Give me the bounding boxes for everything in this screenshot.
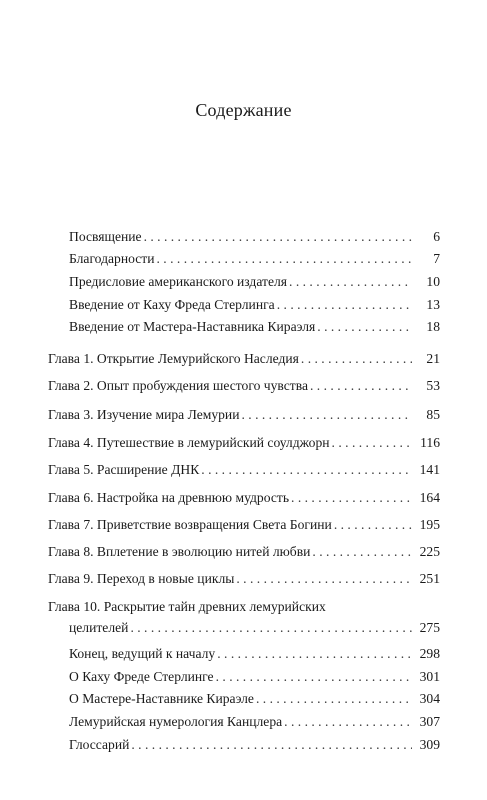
toc-page-number: 6 (433, 229, 440, 244)
toc-entry-label: Глава 4. Путешествие в лемурийский соулджорн (48, 435, 330, 450)
toc-entry-label: Лемурийская нумерология Канцлера (69, 714, 283, 729)
toc-page-number: 309 (419, 737, 440, 752)
toc-entry-acknowledgements[interactable] (69, 250, 440, 268)
dot-leader (256, 690, 412, 708)
toc-entry-chapter-8[interactable] (48, 543, 440, 561)
toc-entry-chapter-5[interactable] (48, 461, 440, 479)
dot-leader (284, 713, 412, 731)
toc-entry-label: Конец, ведущий к началу (69, 646, 216, 661)
dot-leader (277, 296, 412, 314)
dot-leader (201, 461, 412, 479)
toc-page-number: 13 (426, 297, 440, 312)
toc-page-number: 85 (426, 407, 440, 422)
toc-entry-label: Глава 6. Настройка на древнюю мудрость (48, 490, 290, 505)
toc-page-number: 225 (419, 544, 440, 559)
toc-page-number: 18 (426, 319, 440, 334)
toc-entry-label: О Каху Фреде Стерлинге (69, 669, 214, 684)
dot-leader (216, 668, 412, 686)
toc-page-number: 53 (426, 378, 440, 393)
toc-entry-label: Введение от Каху Фреда Стерлинга (69, 297, 275, 312)
toc-entry-label: Предисловие американского издателя (69, 274, 288, 289)
toc-entry-chapter-10-line-1[interactable]: Глава 10. Раскрытие тайн древних лемурийских (48, 599, 326, 614)
toc-entry-chapter-7[interactable] (48, 516, 440, 534)
dot-leader (130, 619, 412, 637)
toc-entry-chapter-3[interactable] (48, 406, 440, 424)
toc-entry-about-kirael[interactable] (69, 690, 440, 708)
toc-entry-numerology[interactable] (69, 713, 440, 731)
toc-entry-ending[interactable] (69, 645, 440, 663)
toc-page-number: 141 (419, 462, 440, 477)
toc-entry-label: Глава 8. Вплетение в эволюцию нитей любви (48, 544, 311, 559)
toc-entry-dedication[interactable] (69, 228, 440, 246)
toc-entry-label: О Мастере-Наставнике Кираэле (69, 691, 254, 706)
toc-entry-label: Глава 9. Переход в новые циклы (48, 571, 235, 586)
toc-entry-label: Глава 7. Приветствие возвращения Света Богини (48, 517, 332, 532)
toc-entry-label: целителей (69, 620, 129, 635)
toc-entry-glossary[interactable] (69, 736, 440, 754)
toc-entry-intro-sterling[interactable] (69, 296, 440, 314)
toc-page-number: 21 (426, 351, 440, 366)
dot-leader (241, 406, 412, 424)
toc-page-number: 275 (419, 620, 440, 635)
toc-page-number: 195 (419, 517, 440, 532)
dot-leader (334, 516, 412, 534)
toc-entry-publisher-foreword[interactable] (69, 273, 440, 291)
toc-entry-label: Глава 2. Опыт пробуждения шестого чувства (48, 378, 308, 393)
toc-entry-chapter-2[interactable] (48, 377, 440, 395)
toc-entry-chapter-4[interactable] (48, 434, 440, 452)
page-title: Содержание (195, 100, 292, 120)
toc-entry-label: Глава 1. Открытие Лемурийского Наследия (48, 351, 299, 366)
toc-page-number: 301 (419, 669, 440, 684)
toc-entry-chapter-10[interactable] (69, 619, 440, 637)
toc-entry-label: Глоссарий (69, 737, 130, 752)
dot-leader (157, 250, 413, 268)
toc-entry-intro-kirael[interactable] (69, 318, 440, 336)
toc-page-number: 307 (419, 714, 440, 729)
toc-entry-label: Глава 3. Изучение мира Лемурии (48, 407, 240, 422)
dot-leader (217, 645, 412, 663)
dot-leader (236, 570, 412, 588)
dot-leader (301, 350, 412, 368)
toc-entry-chapter-9[interactable] (48, 570, 440, 588)
toc-entry-chapter-1[interactable] (48, 350, 440, 368)
toc-page-number: 298 (419, 646, 440, 661)
dot-leader (131, 736, 412, 754)
toc-entry-label: Введение от Мастера-Наставника Кираэля (69, 319, 316, 334)
dot-leader (332, 434, 412, 452)
toc-entry-label: Посвящение (69, 229, 142, 244)
toc-page-number: 164 (419, 490, 440, 505)
toc-page-number: 7 (433, 251, 440, 266)
dot-leader (317, 318, 412, 336)
toc-entry-chapter-6[interactable] (48, 489, 440, 507)
toc-page-number: 116 (420, 435, 440, 450)
toc-page-number: 10 (426, 274, 440, 289)
dot-leader (291, 489, 412, 507)
toc-page-number: 304 (419, 691, 440, 706)
dot-leader (310, 377, 412, 395)
toc-entry-about-sterling[interactable] (69, 668, 440, 686)
dot-leader (144, 228, 412, 246)
toc-entry-label: Глава 5. Расширение ДНК (48, 462, 200, 477)
toc-entry-label: Благодарности (69, 251, 155, 266)
dot-leader (289, 273, 412, 291)
dot-leader (312, 543, 412, 561)
toc-page-number: 251 (419, 571, 440, 586)
